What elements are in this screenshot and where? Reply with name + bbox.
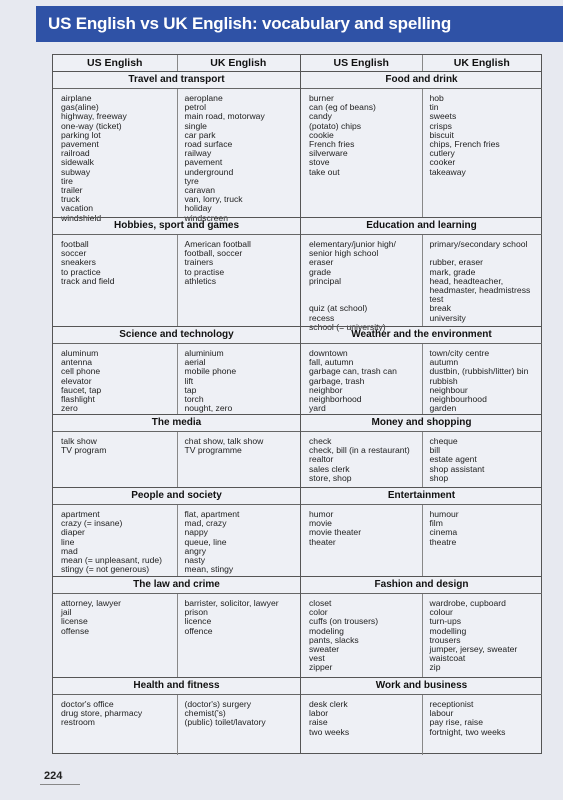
uk-word: holiday <box>184 203 212 214</box>
uk-word: bill <box>429 445 441 456</box>
us-word: vest <box>309 653 325 664</box>
uk-word: mean, stingy <box>184 564 234 575</box>
uk-word: tyre <box>184 175 199 186</box>
us-word: flashlight <box>61 394 95 405</box>
us-word: highway, freeway <box>61 111 127 122</box>
uk-word: tap <box>184 384 197 395</box>
uk-word: trousers <box>429 634 461 645</box>
us-word: recess <box>309 312 335 323</box>
uk-word: nappy <box>184 527 208 538</box>
us-word: can (eg of beans) <box>309 102 376 113</box>
uk-word: modelling <box>429 625 467 636</box>
left-header-row <box>53 55 300 72</box>
us-word: aluminum <box>61 348 99 358</box>
us-word: apartment <box>61 509 100 519</box>
uk-word: hob <box>429 93 444 103</box>
uk-word: waistcoat <box>429 653 466 664</box>
uk-word: licence <box>184 616 212 627</box>
us-word-list <box>309 94 421 177</box>
section-body <box>301 235 542 332</box>
us-word-list <box>309 700 421 737</box>
us-word: TV program <box>61 445 107 456</box>
us-word-list <box>61 94 173 223</box>
uk-word: humour <box>429 509 459 519</box>
right-header-row <box>301 55 542 72</box>
us-word: cuffs (on trousers) <box>309 616 379 627</box>
us-english-header: US English <box>87 57 143 69</box>
uk-word-list <box>430 240 542 323</box>
us-word: neighbor <box>309 384 343 395</box>
us-word: (potato) chips <box>309 120 362 131</box>
uk-word: lift <box>184 375 194 386</box>
section-food-and-drink <box>301 71 542 217</box>
uk-word-list <box>185 700 297 728</box>
section-title: Work and business <box>301 677 542 695</box>
section-separator <box>301 677 542 678</box>
uk-word: main road, motorway <box>184 111 265 122</box>
uk-word: caravan <box>184 185 216 196</box>
us-word: vacation <box>61 203 94 214</box>
us-word-list <box>61 700 173 728</box>
section-entertainment <box>301 487 542 576</box>
us-word: candy <box>309 111 332 122</box>
section-separator <box>53 487 300 488</box>
page-title: US English vs UK English: vocabulary and spelling <box>48 14 452 33</box>
title-banner <box>36 6 563 42</box>
section-separator <box>53 576 300 577</box>
section-hobbies-sport-and-games <box>53 217 300 326</box>
uk-word: flat, apartment <box>184 509 240 519</box>
uk-word: chips, French fries <box>429 139 500 150</box>
us-word: elevator <box>61 375 92 386</box>
us-word: sales clerk <box>309 463 350 474</box>
section-education-and-learning <box>301 217 542 332</box>
uk-word-list <box>430 700 542 737</box>
uk-word: town/city centre <box>429 348 490 358</box>
us-word: check <box>309 436 332 446</box>
section-title: Education and learning <box>301 217 542 235</box>
uk-word: test <box>429 294 444 305</box>
uk-word: cooker <box>429 157 456 168</box>
us-word: talk show <box>61 436 97 446</box>
uk-word-list <box>430 94 542 177</box>
us-word: theater <box>309 536 336 547</box>
uk-word: barrister, solicitor, lawyer <box>184 598 279 608</box>
uk-word: shop <box>429 472 449 483</box>
uk-word: offence <box>184 625 213 636</box>
page-number: 224 <box>44 770 63 782</box>
uk-word: chemist('s) <box>184 708 226 719</box>
uk-word: trainers <box>184 257 214 268</box>
us-word: mad <box>61 545 78 556</box>
us-word: gas(aline) <box>61 102 99 113</box>
us-word: quiz (at school) <box>309 303 368 314</box>
us-word: labor <box>309 708 329 719</box>
uk-word: university <box>429 312 466 323</box>
section-separator <box>53 677 300 678</box>
uk-word: autumn <box>429 357 459 368</box>
us-word-list <box>61 240 173 286</box>
uk-word: to practise <box>184 266 225 277</box>
us-word: movie <box>309 518 332 529</box>
us-word: one-way (ticket) <box>61 120 122 131</box>
uk-word: fortnight, two weeks <box>429 726 506 737</box>
uk-word: windscreen <box>184 212 228 223</box>
us-word: principal <box>309 275 342 286</box>
uk-word-list <box>185 510 297 574</box>
us-word: yard <box>309 403 326 414</box>
uk-english-header: UK English <box>210 57 267 69</box>
section-body <box>53 594 300 677</box>
uk-word: (doctor's) surgery <box>184 699 252 709</box>
uk-word-list <box>185 240 297 286</box>
us-word: trailer <box>61 185 83 196</box>
uk-word: torch <box>184 394 204 405</box>
uk-word: nought, zero <box>184 403 233 414</box>
us-word: color <box>309 607 328 618</box>
us-word: raise <box>309 717 328 728</box>
uk-word-list <box>430 437 542 483</box>
us-word: jail <box>61 607 72 618</box>
us-word: downtown <box>309 348 348 358</box>
us-word: diaper <box>61 527 85 538</box>
uk-word-list <box>185 599 297 636</box>
section-separator <box>53 326 300 327</box>
us-word: cell phone <box>61 366 101 377</box>
us-word-list <box>61 510 173 574</box>
section-separator <box>53 414 300 415</box>
section-body <box>53 432 300 487</box>
section-body <box>301 344 542 414</box>
uk-word: turn-ups <box>429 616 462 627</box>
uk-word: prison <box>184 607 208 618</box>
us-word: French fries <box>309 139 355 150</box>
us-word: grade <box>309 266 331 277</box>
us-word: sidewalk <box>61 157 94 168</box>
us-word: take out <box>309 166 340 177</box>
us-english-header: US English <box>333 57 389 69</box>
uk-english-header: UK English <box>453 57 510 69</box>
us-word: windshield <box>61 212 102 223</box>
uk-word: rubbish <box>429 375 458 386</box>
uk-word: break <box>429 303 451 314</box>
uk-word: zip <box>429 662 441 673</box>
us-word: truck <box>61 194 80 205</box>
us-word: crazy (= insane) <box>61 518 123 529</box>
us-word: sweater <box>309 644 340 655</box>
uk-word: sweets <box>429 111 457 122</box>
section-separator <box>301 326 542 327</box>
section-title: The law and crime <box>53 576 300 594</box>
uk-word: cheque <box>429 436 458 446</box>
us-word: garbage, trash <box>309 375 365 386</box>
uk-word: tin <box>429 102 439 113</box>
us-word: closet <box>309 598 332 608</box>
section-work-and-business <box>301 677 542 755</box>
uk-word: theatre <box>429 536 457 547</box>
uk-word-list <box>185 437 297 455</box>
us-word <box>309 286 421 295</box>
us-word: line <box>61 536 75 547</box>
uk-word: colour <box>429 607 453 618</box>
us-word: burner <box>309 93 334 103</box>
us-word: zero <box>61 403 78 414</box>
uk-word: athletics <box>184 275 217 286</box>
us-word-list <box>61 437 173 455</box>
section-title: Science and technology <box>53 326 300 344</box>
us-word-list <box>309 510 421 547</box>
uk-word: headmaster, headmistress <box>429 285 531 296</box>
uk-word: aerial <box>184 357 206 368</box>
us-word: pavement <box>61 139 99 150</box>
footer-rule <box>40 784 80 785</box>
us-word: silverware <box>309 148 348 159</box>
vocabulary-table <box>52 54 542 754</box>
uk-word: rubber, eraser <box>429 257 484 268</box>
uk-word: dustbin, (rubbish/litter) bin <box>429 366 529 377</box>
section-body <box>301 432 542 487</box>
us-word: store, shop <box>309 472 352 483</box>
section-health-and-fitness <box>53 677 300 755</box>
section-title: Weather and the environment <box>301 326 542 344</box>
left-column <box>53 55 300 728</box>
us-word: sneakers <box>61 257 96 268</box>
us-word: pants, slacks <box>309 634 359 645</box>
us-word: doctor's office <box>61 699 114 709</box>
us-word: license <box>61 616 88 627</box>
section-money-and-shopping <box>301 414 542 487</box>
section-body <box>301 89 542 217</box>
uk-word: railway <box>184 148 212 159</box>
us-word: parking lot <box>61 129 101 140</box>
us-word: soccer <box>61 248 87 259</box>
us-word: two weeks <box>309 726 350 737</box>
uk-word: jumper, jersey, sweater <box>429 644 518 655</box>
uk-word: mobile phone <box>184 366 237 377</box>
us-word: tire <box>61 175 73 186</box>
section-body <box>53 344 300 414</box>
section-separator <box>301 487 542 488</box>
uk-word: road surface <box>184 139 233 150</box>
us-word: restroom <box>61 717 95 728</box>
section-body <box>53 695 300 755</box>
us-word: offense <box>61 625 90 636</box>
uk-word: cutlery <box>429 148 455 159</box>
uk-word: chat show, talk show <box>184 436 264 446</box>
uk-word-list <box>185 94 297 223</box>
us-word: mean (= unpleasant, rude) <box>61 555 163 566</box>
us-word-list <box>61 349 173 413</box>
uk-word: American football <box>184 239 251 249</box>
section-title: Travel and transport <box>53 71 300 89</box>
uk-word: takeaway <box>429 166 466 177</box>
uk-word: (public) toilet/lavatory <box>184 717 266 728</box>
uk-word: petrol <box>184 102 206 113</box>
us-word: neighborhood <box>309 394 362 405</box>
section-travel-and-transport <box>53 71 300 223</box>
section-title: Food and drink <box>301 71 542 89</box>
uk-word: cinema <box>429 527 458 538</box>
us-word: elementary/junior high/ <box>309 239 396 249</box>
uk-word: garden <box>429 403 457 414</box>
section-title: People and society <box>53 487 300 505</box>
uk-word: neighbourhood <box>429 394 487 405</box>
us-word: school (= university) <box>309 321 386 332</box>
uk-word: wardrobe, cupboard <box>429 598 506 608</box>
uk-word: football, soccer <box>184 248 243 259</box>
section-separator <box>53 217 300 218</box>
uk-word: head, headteacher, <box>429 275 504 286</box>
uk-word: car park <box>184 129 216 140</box>
uk-word: angry <box>184 545 206 556</box>
us-word: garbage can, trash can <box>309 366 397 377</box>
us-word: stove <box>309 157 330 168</box>
us-word: desk clerk <box>309 699 348 709</box>
uk-word-list <box>430 599 542 673</box>
us-word-list <box>61 599 173 636</box>
us-word: fall, autumn <box>309 357 354 368</box>
us-word: eraser <box>309 257 334 268</box>
us-word: drug store, pharmacy <box>61 708 143 719</box>
section-body <box>301 505 542 576</box>
us-word: senior high school <box>309 248 379 259</box>
section-body <box>301 594 542 677</box>
section-weather-and-the-environment <box>301 326 542 414</box>
uk-word: shop assistant <box>429 463 485 474</box>
us-word: realtor <box>309 454 334 465</box>
us-word: subway <box>61 166 91 177</box>
us-word: attorney, lawyer <box>61 598 122 608</box>
section-separator <box>301 217 542 218</box>
section-science-and-technology <box>53 326 300 414</box>
uk-word: queue, line <box>184 536 227 547</box>
uk-word: nasty <box>184 555 206 566</box>
uk-word: mark, grade <box>429 266 476 277</box>
us-word: antenna <box>61 357 93 368</box>
uk-word-list <box>185 349 297 413</box>
uk-word: van, lorry, truck <box>184 194 243 205</box>
us-word: football <box>61 239 89 249</box>
section-body <box>53 235 300 326</box>
us-word: faucet, tap <box>61 384 102 395</box>
section-title: Entertainment <box>301 487 542 505</box>
us-word-list <box>309 599 421 673</box>
us-word: modeling <box>309 625 344 636</box>
us-word: track and field <box>61 275 115 286</box>
us-word: check, bill (in a restaurant) <box>309 445 410 456</box>
us-word-list <box>309 349 421 413</box>
uk-word: estate agent <box>429 454 477 465</box>
section-separator <box>301 576 542 577</box>
uk-word: underground <box>184 166 234 177</box>
section-the-law-and-crime <box>53 576 300 677</box>
us-word: movie theater <box>309 527 362 538</box>
section-title: Hobbies, sport and games <box>53 217 300 235</box>
uk-word-list <box>430 349 542 413</box>
section-body <box>53 505 300 576</box>
section-the-media <box>53 414 300 487</box>
right-column <box>301 55 542 737</box>
uk-word: labour <box>429 708 454 719</box>
uk-word: pay rise, raise <box>429 717 483 728</box>
us-word: railroad <box>61 148 90 159</box>
section-title: Fashion and design <box>301 576 542 594</box>
section-body <box>301 695 542 755</box>
section-people-and-society <box>53 487 300 576</box>
uk-word: TV programme <box>184 445 242 456</box>
uk-word: aeroplane <box>184 93 223 103</box>
uk-word: aluminium <box>184 348 224 358</box>
uk-word: pavement <box>184 157 223 168</box>
us-word: humor <box>309 509 334 519</box>
us-word: stingy (= not generous) <box>61 564 150 575</box>
us-word-list <box>309 240 421 332</box>
section-title: Money and shopping <box>301 414 542 432</box>
uk-word-list <box>430 510 542 547</box>
section-title: Health and fitness <box>53 677 300 695</box>
uk-word: mad, crazy <box>184 518 227 529</box>
us-word: zipper <box>309 662 333 673</box>
section-body <box>53 89 300 223</box>
uk-word: film <box>429 518 443 529</box>
uk-word: biscuit <box>429 129 454 140</box>
uk-word: crisps <box>429 120 452 131</box>
us-word: cookie <box>309 129 334 140</box>
section-separator <box>301 414 542 415</box>
section-fashion-and-design <box>301 576 542 677</box>
us-word-list <box>309 437 421 483</box>
uk-word: neighbour <box>429 384 468 395</box>
uk-word: primary/secondary school <box>429 239 528 249</box>
uk-word: receptionist <box>429 699 474 709</box>
us-word: to practice <box>61 266 101 277</box>
section-title: The media <box>53 414 300 432</box>
uk-word: single <box>184 120 207 131</box>
us-word: airplane <box>61 93 92 103</box>
